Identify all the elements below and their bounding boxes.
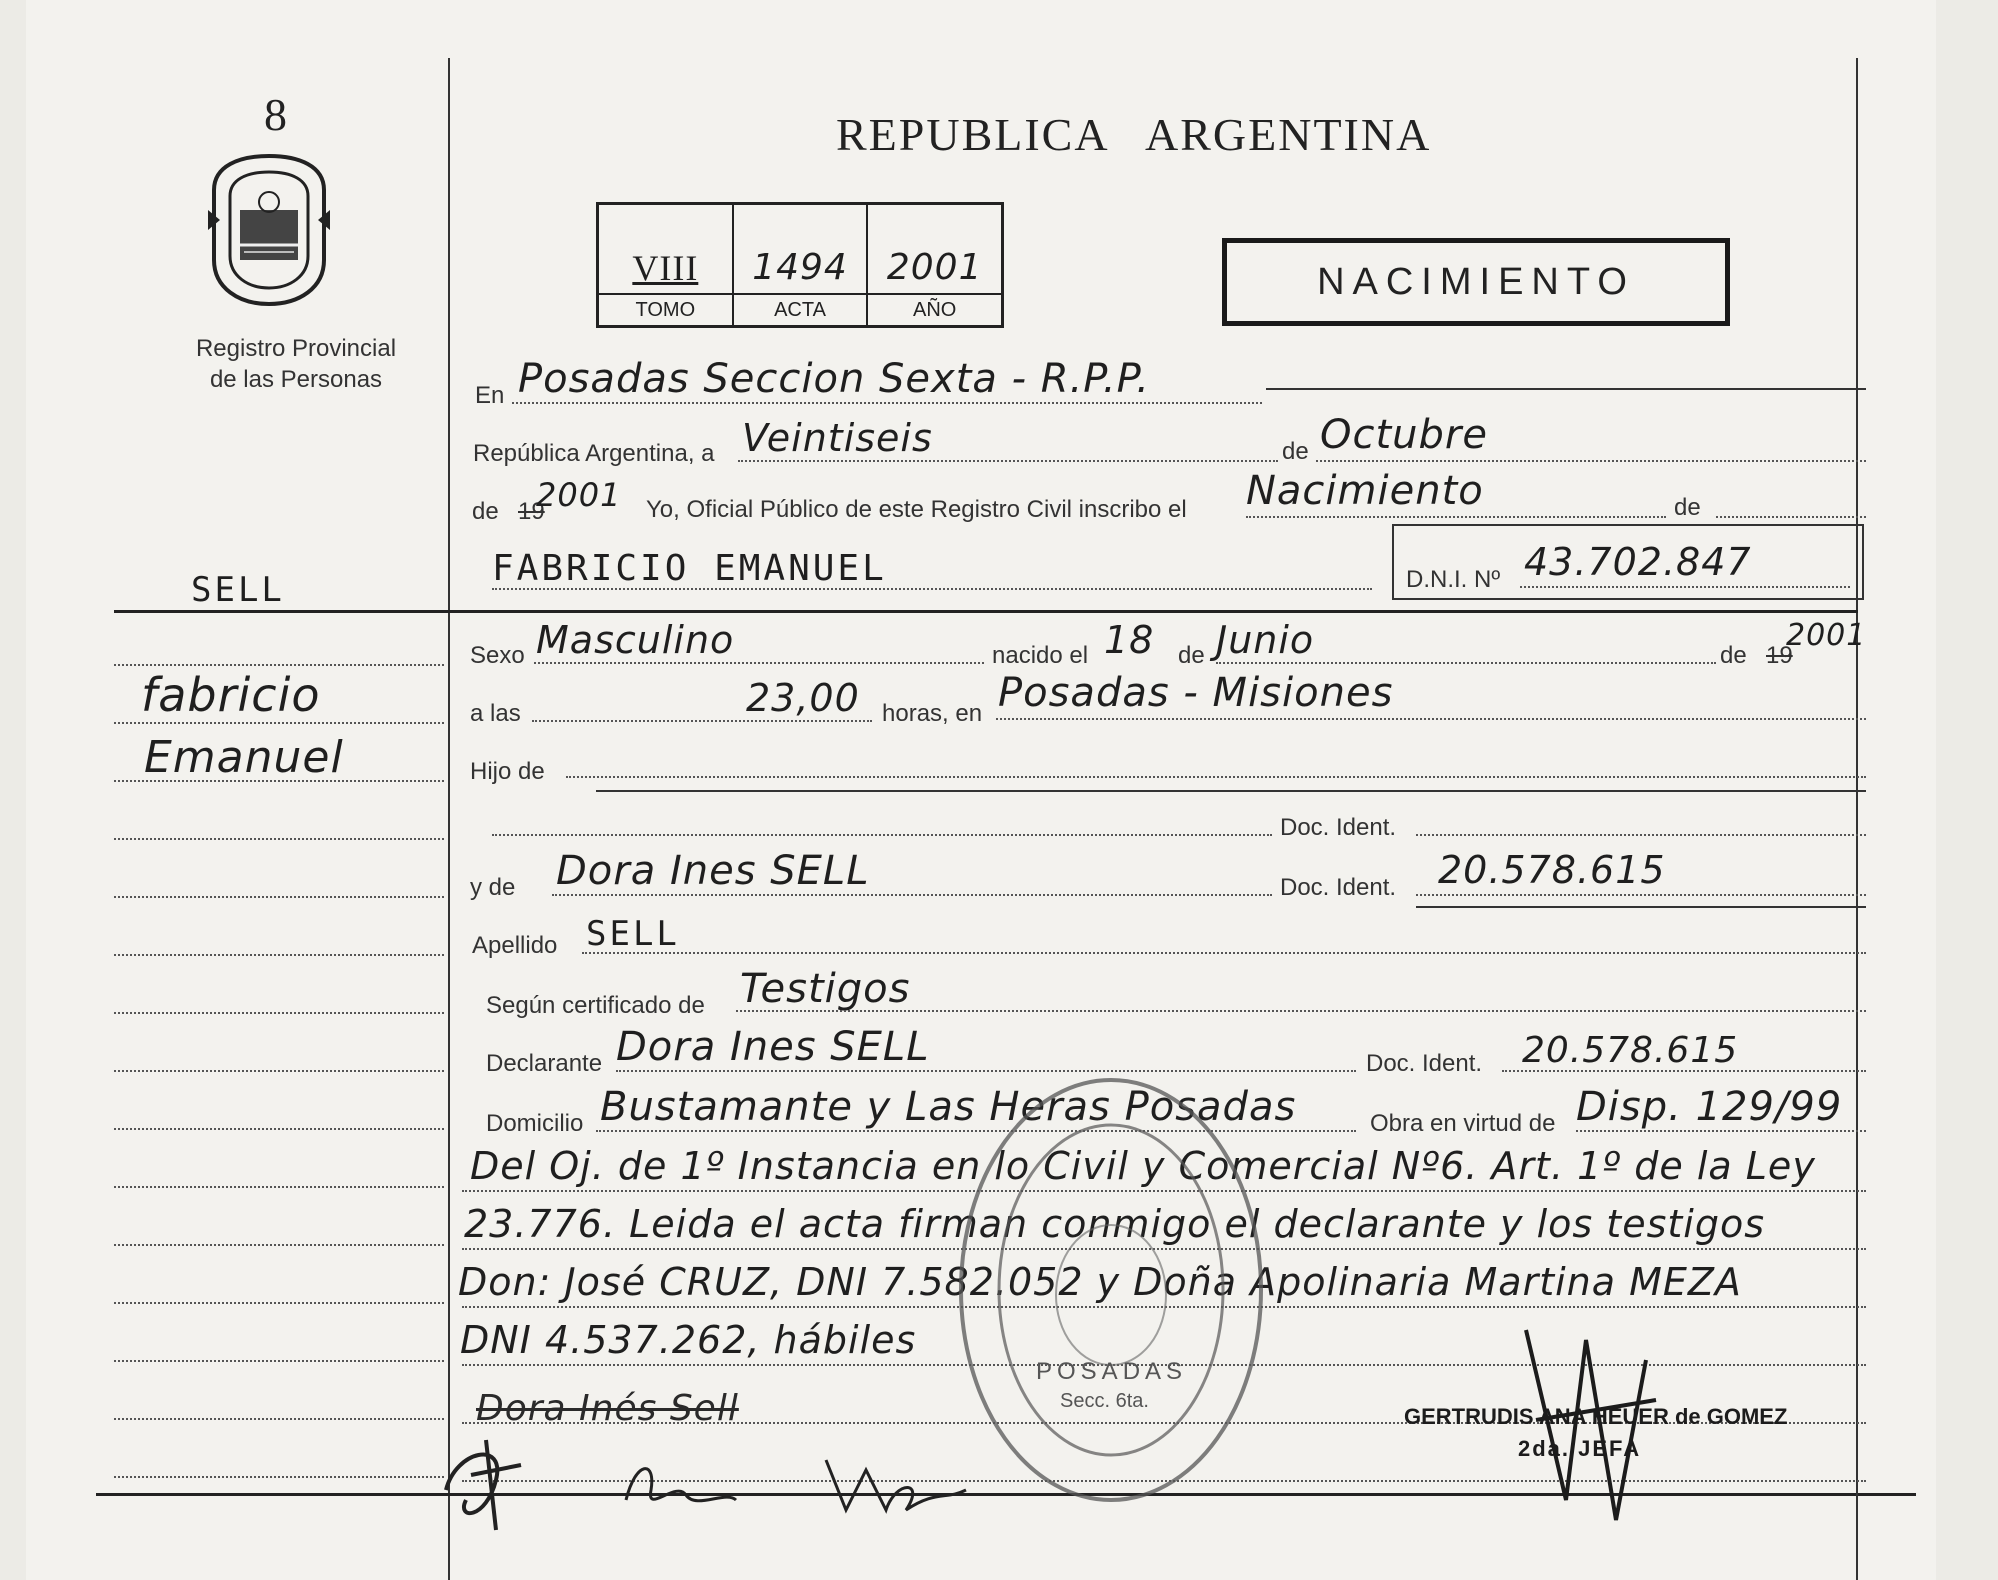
body-line-1: Del Oj. de 1º Instancia en lo Civil y Comercial Nº6. Art. 1º de la Ley xyxy=(470,1144,1816,1188)
sidebar-rule xyxy=(114,954,444,956)
declarante-label: Declarante xyxy=(486,1050,603,1077)
dni-rule xyxy=(1520,586,1850,588)
doc-type-box xyxy=(1222,238,1730,326)
oficial-text: Yo, Oficial Público de este Registro Civil inscribo el xyxy=(646,496,1187,523)
official-title: 2da. JEFA xyxy=(1518,1436,1642,1461)
apellido-label: Apellido xyxy=(472,932,558,959)
sidebar-rule xyxy=(114,1012,444,1014)
anio-label: AÑO xyxy=(868,293,1001,325)
sexo-value: Masculino xyxy=(536,618,735,662)
sidebar-rule xyxy=(114,664,444,666)
sidebar-rule xyxy=(114,1070,444,1072)
obra-label: Obra en virtud de xyxy=(1370,1110,1556,1137)
anio-cell xyxy=(868,205,1001,325)
line-6-rule xyxy=(532,720,872,722)
acta-cell xyxy=(734,205,869,325)
body-line-4: DNI 4.537.262, hábiles xyxy=(460,1318,917,1362)
sidebar-given-name-2: Emanuel xyxy=(144,732,344,783)
line-8-rule xyxy=(492,834,1272,836)
tomo-cell xyxy=(599,205,734,325)
sidebar-rule xyxy=(114,1244,444,1246)
en-label: En xyxy=(475,382,505,409)
de-label: de xyxy=(1282,438,1309,465)
tomo-label: TOMO xyxy=(599,293,732,325)
nacido-de-2: de xyxy=(1720,642,1747,669)
line-7-fill xyxy=(596,790,1866,792)
line-11-rule xyxy=(736,1010,1866,1012)
line-2-rule xyxy=(738,460,1278,462)
place-value: Posadas Seccion Sexta - R.P.P. xyxy=(518,356,1150,402)
line-10-rule xyxy=(582,952,1866,954)
sidebar-surname-rule xyxy=(114,610,450,613)
line-4-rule xyxy=(492,588,1372,590)
docident-label: Doc. Ident. xyxy=(1280,874,1397,901)
sidebar-divider xyxy=(448,58,450,1580)
de-label-2: de xyxy=(1674,494,1701,521)
de-label: de xyxy=(472,498,499,525)
provincial-seal-icon xyxy=(204,150,334,310)
mother-name: Dora Ines SELL xyxy=(556,848,870,894)
day-value: Veintiseis xyxy=(742,416,933,460)
stamp-section: Secc. 6ta. xyxy=(1060,1390,1149,1412)
sidebar-rule xyxy=(114,896,444,898)
section-rule xyxy=(448,610,1858,613)
line-1-rule xyxy=(512,402,1262,404)
sidebar-rule xyxy=(114,722,444,724)
line-8b-rule xyxy=(1416,834,1866,836)
prefix-19: 19 xyxy=(518,498,545,525)
line-1-fill xyxy=(1266,388,1866,390)
witness-signature-icon xyxy=(426,1420,986,1540)
dni-label: D.N.I. Nº xyxy=(1406,566,1501,593)
line-3b-rule xyxy=(1716,516,1866,518)
nacido-de: de xyxy=(1178,642,1205,669)
nacido-label: nacido el xyxy=(992,642,1089,669)
official-name: GERTRUDIS ANA HEUER de GOMEZ xyxy=(1404,1404,1788,1429)
sidebar-rule xyxy=(114,1186,444,1188)
domicilio-label: Domicilio xyxy=(486,1110,584,1137)
line-6b-rule xyxy=(996,718,1866,720)
official-stamp-icon xyxy=(956,1070,1266,1510)
country-title: REPUBLICA ARGENTINA xyxy=(836,109,1432,160)
year-value: 2001 xyxy=(536,476,622,514)
sidebar-surname: SELL xyxy=(191,570,285,610)
declarante-doc-label: Doc. Ident. xyxy=(1366,1050,1483,1077)
line-9c-rule xyxy=(1416,906,1866,908)
sidebar-rule xyxy=(114,1302,444,1304)
sidebar-rule xyxy=(114,1128,444,1130)
line-5-rule xyxy=(534,662,984,664)
nacido-day: 18 xyxy=(1104,618,1155,662)
declarant-signature: Dora Inés Sell xyxy=(476,1388,739,1429)
nacido-month: Junio xyxy=(1216,618,1315,662)
nacido-year: 2001 xyxy=(1786,618,1867,653)
record-box xyxy=(596,202,1004,328)
horas-label: horas, en xyxy=(882,700,983,727)
line-13b-rule xyxy=(1576,1130,1866,1132)
declarante-doc: 20.578.615 xyxy=(1522,1030,1739,1071)
domicilio-value: Bustamante y Las Heras Posadas xyxy=(600,1084,1297,1130)
mother-doc: 20.578.615 xyxy=(1438,848,1666,892)
line-9b-rule xyxy=(1416,894,1866,896)
apellido-value: SELL xyxy=(586,914,680,954)
line-12b-rule xyxy=(1502,1070,1866,1072)
sidebar-rule xyxy=(114,780,444,782)
acta-label: ACTA xyxy=(734,293,867,325)
line-5b-rule xyxy=(1216,662,1716,664)
sidebar-rule xyxy=(114,1476,444,1478)
yde-label: y de xyxy=(470,874,516,901)
stamp-city: POSADAS xyxy=(1036,1358,1188,1385)
obra-value: Disp. 129/99 xyxy=(1576,1084,1843,1130)
body-line-3: Don: José CRUZ, DNI 7.582.052 y Doña Apolinaria Martina MEZA xyxy=(458,1260,1742,1304)
segun-value: Testigos xyxy=(740,966,911,1012)
dni-value: 43.702.847 xyxy=(1524,540,1752,584)
event-value: Nacimiento xyxy=(1246,468,1484,514)
body-line-2: 23.776. Leida el acta firman conmigo el declarante y los testigos xyxy=(464,1202,1766,1246)
docident-label: Doc. Ident. xyxy=(1280,814,1397,841)
month-value: Octubre xyxy=(1320,412,1488,458)
anio-value: 2001 xyxy=(886,247,983,288)
line-3-rule xyxy=(1246,516,1666,518)
sexo-label: Sexo xyxy=(470,642,525,669)
line-7-rule xyxy=(566,776,1866,778)
registry-name-line1: Registro Provincial xyxy=(195,335,397,362)
republica-label: República Argentina, a xyxy=(473,440,715,467)
sidebar-given-name-1: fabricio xyxy=(141,668,321,722)
line-9-rule xyxy=(552,894,1272,896)
line-2b-rule xyxy=(1316,460,1866,462)
segun-label: Según certificado de xyxy=(486,992,705,1019)
alas-value: 23,00 xyxy=(746,676,860,720)
right-border xyxy=(1856,58,1858,1580)
declarante-value: Dora Ines SELL xyxy=(616,1024,930,1070)
sidebar-rule xyxy=(114,1418,444,1420)
alas-label: a las xyxy=(470,700,521,727)
certificate-page xyxy=(26,0,1936,1580)
child-name: FABRICIO EMANUEL xyxy=(492,548,887,589)
sidebar-rule xyxy=(114,838,444,840)
page-number: 8 xyxy=(264,89,287,140)
registry-name-line2: de las Personas xyxy=(209,366,383,393)
nacido-19: 19 xyxy=(1766,642,1793,669)
hijo-label: Hijo de xyxy=(470,758,545,785)
tomo-value: VIII xyxy=(632,248,699,288)
sidebar-rule xyxy=(114,1360,444,1362)
acta-value: 1494 xyxy=(752,247,848,288)
horas-place: Posadas - Misiones xyxy=(998,670,1394,716)
doc-type-label: NACIMIENTO xyxy=(1317,260,1635,303)
